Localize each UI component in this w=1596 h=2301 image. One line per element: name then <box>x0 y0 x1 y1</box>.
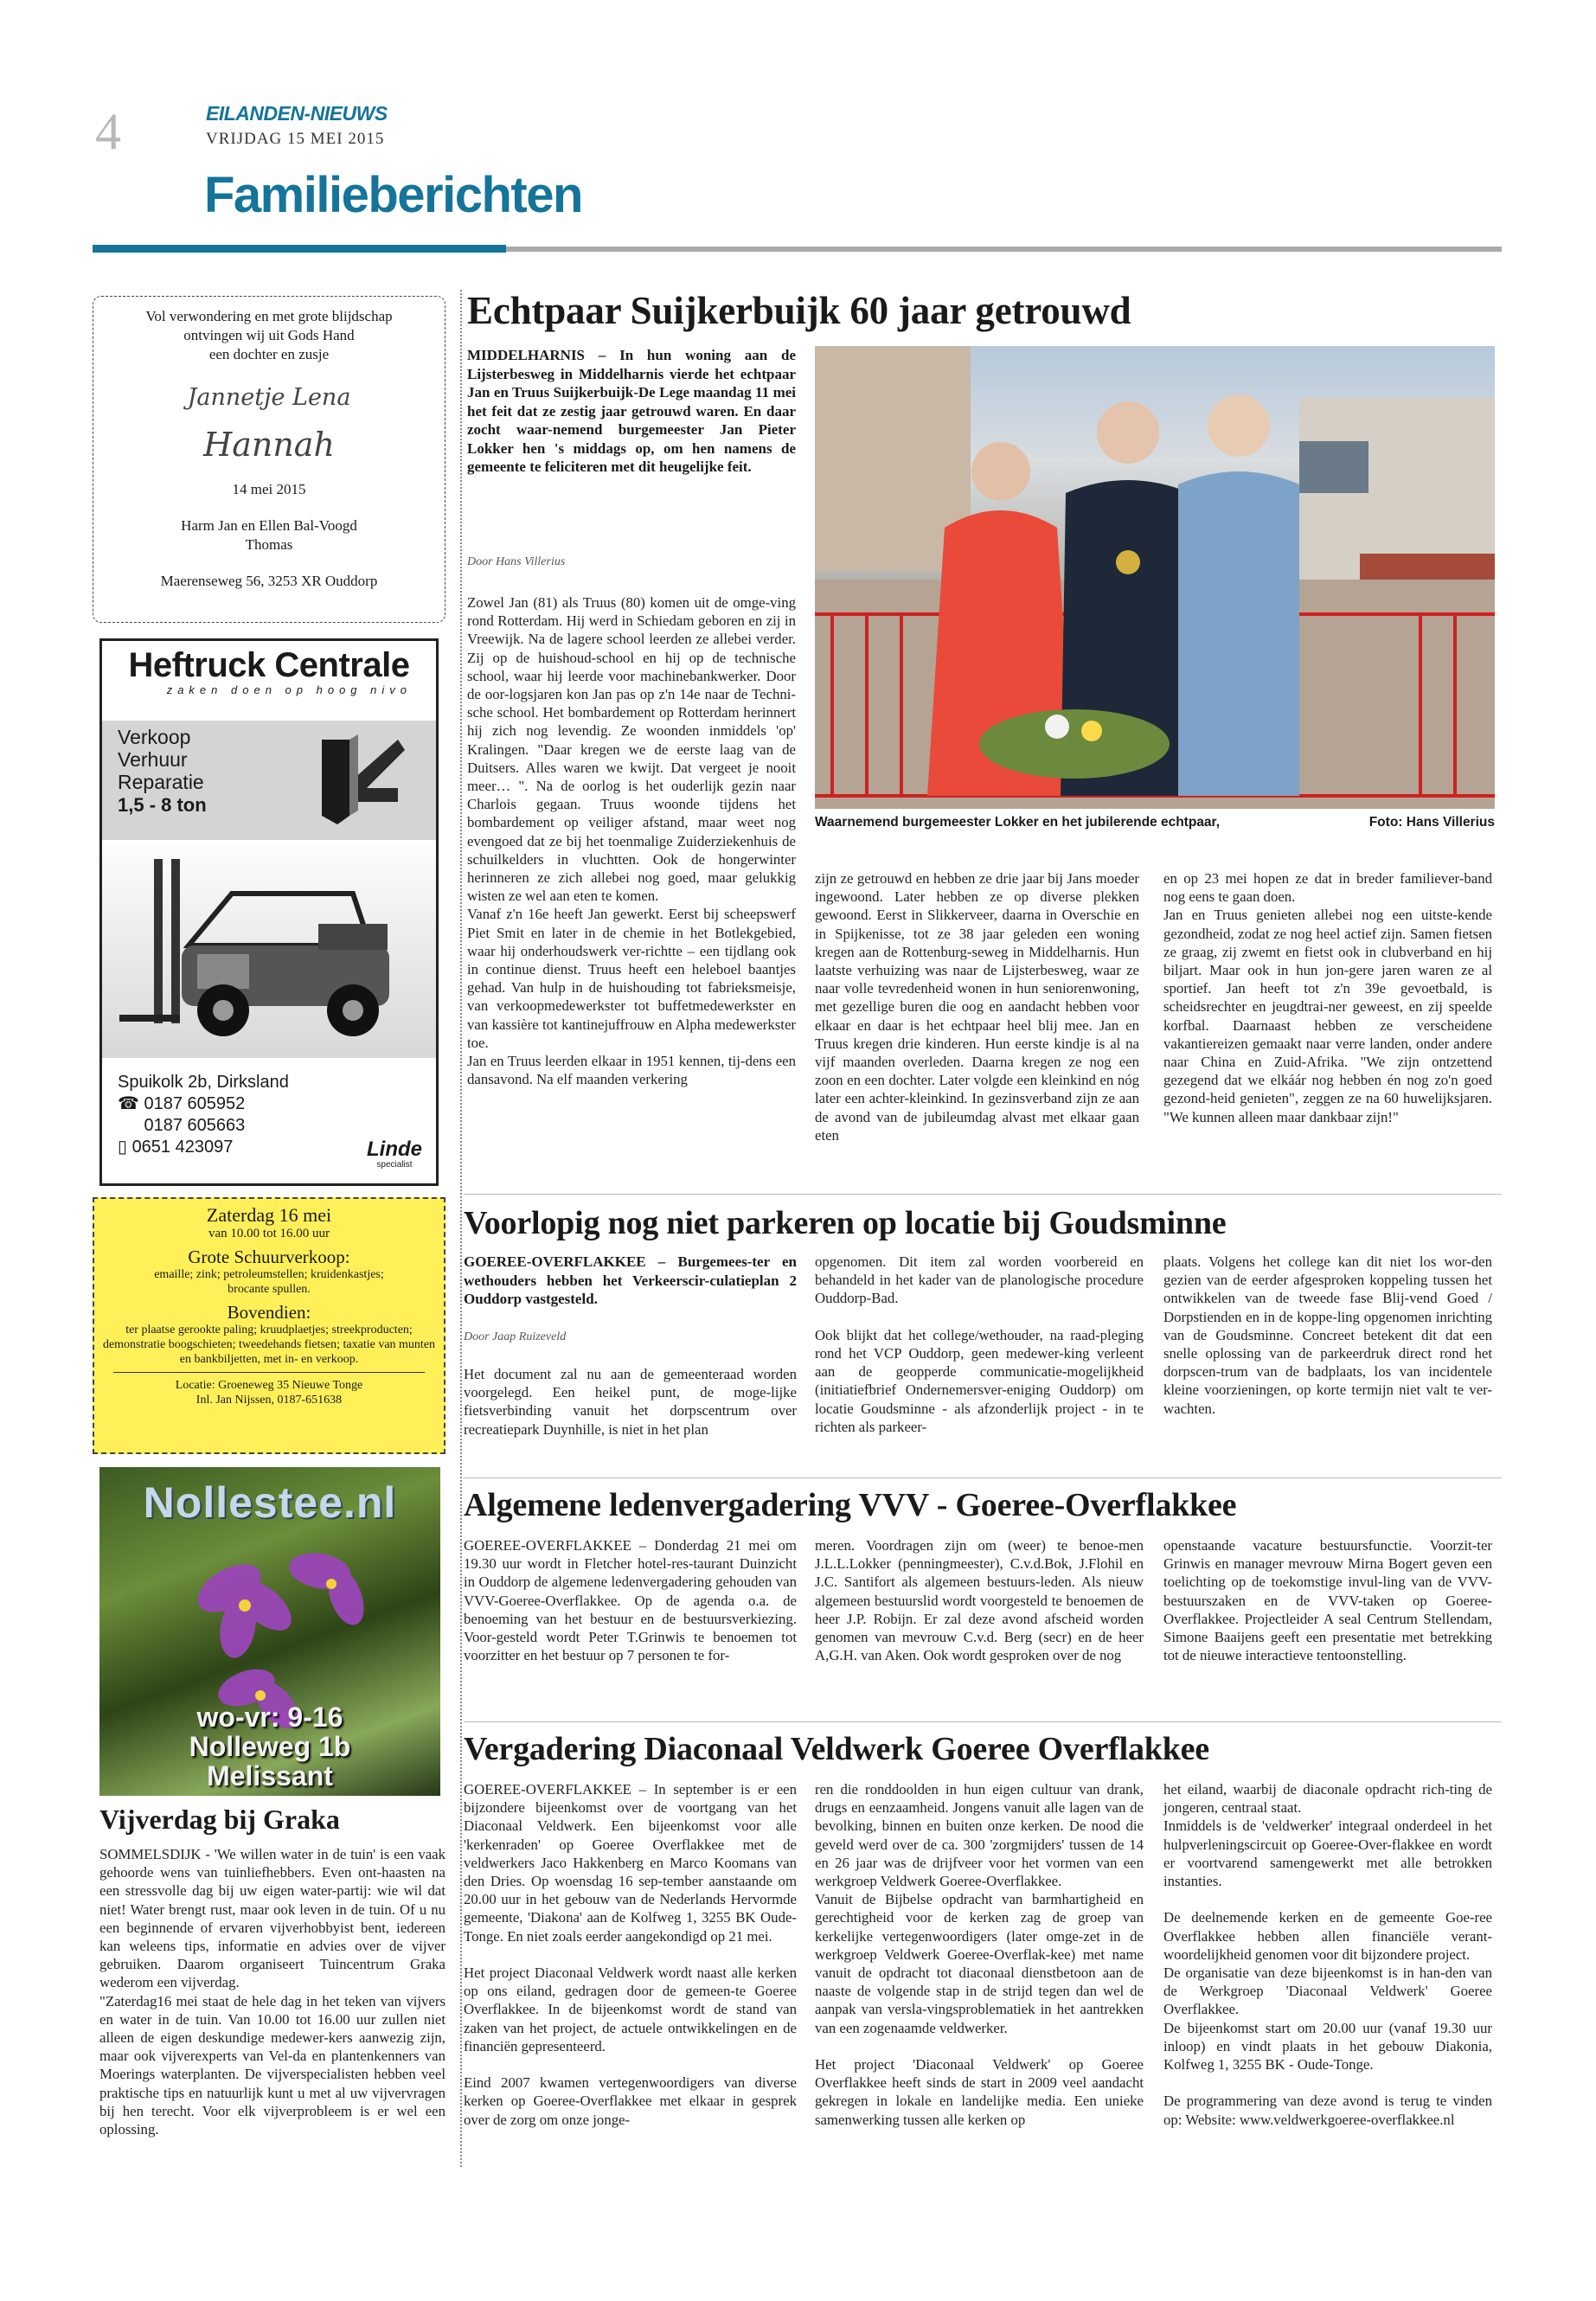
couple-photo <box>815 346 1495 809</box>
ad-schuur-items: emaille; zink; petroleumstellen; kruidenkastjes; brocante spullen. <box>154 1268 384 1296</box>
article-diaconaal-col1: GOEREE-OVERFLAKKEE – In september is er een bijzondere bijeenkomst over de voortgang van het Diaconaal Veldwerk. Een bijeenkomst voor alle 'kerkenraden' op Goeree Overflakkee met de veldwerkers Jaco Hakkenberg en Marco Koomans van den Dries. Op woensdag 16 sep-tember aanstaande om 20.00 uur in het gebouw van de Nederlands Hervormde gemeente, 'Diakona' aan de Kolfweg 1, 3255 BK Oude-Tonge. En niet zoals eerder aangekondigd op 21 mei. Het project Diaconaal Veldwerk wordt naast alle kerken op ons eiland, gedragen door de gemeen-te Goeree Overflakkee. In de bijeenkomst wordt de stand van zaken van het project, de actuele ontwikkelingen en de financiën gepresenteerd. Eind 2007 kwamen vertegenwoordigers van diverse kerken op Goeree-Overflakkee met elkaar in gesprek over de zorg om onze jonge- <box>464 1781 797 2128</box>
ad-schuur-extra-title: Bovendien: <box>227 1302 311 1323</box>
birth-intro: Vol verwondering en met grote blijdschap ontvingen wij uit Gods Hand een dochter en zusje <box>145 308 393 362</box>
article-parkeren-byline: Door Jaap Ruizeveld <box>464 1330 567 1343</box>
ad-heftruck-title: Heftruck Centrale <box>128 646 410 684</box>
article-vvv-title: Algemene ledenvergadering VVV - Goeree-Overflakkee <box>464 1487 1237 1523</box>
article-vvv-col1: GOEREE-OVERFLAKKEE – Donderdag 21 mei om 19.30 uur wordt in Fletcher hotel-res-taurant Duinzicht in Ouddorp de algemene ledenvergadering gehouden van VVV-Goeree-Overflakkee. Op de agenda o.a. de benoeming van het bestuur en de bestuursverkiezing. Voor-gesteld wordt Peter T.Grinwis te benoemen tot voorzitter en het bestuur op 7 personen te for- <box>464 1537 797 1664</box>
article-parkeren-title: Voorlopig nog niet parkeren op locatie bij Goudsminne <box>464 1205 1227 1241</box>
mobile-phone-icon: ▯ <box>118 1138 132 1157</box>
ad-heftruck-centrale[interactable] <box>99 638 439 1186</box>
masthead-logo: EILANDEN-NIEUWS <box>206 102 388 125</box>
ad-heftruck-contact: Spuikolk 2b, Dirksland ☎ 0187 605952 0187 605663 ▯ 0651 423097 <box>118 1073 289 1157</box>
ad-heftruck-capacity: 1,5 - 8 ton <box>118 794 207 816</box>
article-parkeren-col3: plaats. Volgens het college kan dit niet los wor-den gezien van de eerder afgesproken koppeling tussen het ontwikkelen van de tweede fase Blij-vend Goed / Dorpstienden en in de koppe-ling opgenomen inrichting van de Goudsminne. Concreet betekent dit dat een snelle oplossing van de parkeerdruk direct rond het dorpscen-trum van de badplaats, los van incidentele kleine voorzieningen, op korte termijn niet valt te ver-wachten. <box>1163 1253 1492 1417</box>
ad-nollestee-details: wo-vr: 9-16 Nolleweg 1b Melissant <box>189 1702 351 1791</box>
ad-heftruck-address: Spuikolk 2b, Dirksland <box>118 1073 289 1092</box>
divider <box>113 1372 425 1373</box>
birth-date: 14 mei 2015 <box>232 481 306 497</box>
article-parkeren-lead: GOEREE-OVERFLAKKEE – Burgemees-ter en wethouders hebben het Verkeerscir-culatieplan 2 Ouddorp vastgesteld. <box>464 1253 797 1307</box>
ad-heftruck-services: Verkoop Verhuur Reparatie 1,5 - 8 ton <box>102 721 436 840</box>
article-main-caption: Waarnemend burgemeester Lokker en het jubilerende echtpaar, Foto: Hans Villerius <box>815 815 1495 830</box>
article-main-byline: Door Hans Villerius <box>467 555 566 568</box>
heftruck-logo-icon <box>315 731 410 833</box>
article-vvv-col2: meren. Voordragen zijn om (weer) te benoe-men J.L.L.Lokker (penningmeester), C.v.d.Bok, J.Flohil en J.C. Santifort als algemeen bestuurs-leden. Als nieuw algemeen bestuurslid wordt voorgesteld te benoemen de heer J.P. Robijn. Er zal deze avond afscheid worden genomen van mevrouw C.v.d. Berg (secr) en de heer A,G.H. van Aken. Ook wordt gesproken over de nog <box>815 1537 1144 1664</box>
article-vvv-col3: openstaande vacature bestuursfunctie. Voorzit-ter Grinwis en manager mevrouw Mirna Bogert geven een toelichting op de toekomstige invul-ling van de VVV-bestuurszaken en de VVV-taken op Goeree-Overflakkee. Projectleider A seal Centrum Stellendam, Simone Baaijens geeft een presentatie met betrekking tot de nieuwe interactieve tentoonstelling. <box>1163 1537 1492 1664</box>
article-parkeren-col2: opgenomen. Dit item zal worden voorbereid en behandeld in het kader van de planologische procedure Ouddorp-Bad. Ook blijkt dat het college/wethouder, na raad-pleging rond het VCP Ouddorp, geen medewer-king verleent aan de geopperde communicatie-mogelijkheid (initiatiefbrief Ondernemersver-eniging Ouddorp) om locatie Goudsminne - als afzonderlijk project - in te richten als parkeer- <box>815 1253 1144 1435</box>
ad-schuur-time: van 10.00 tot 16.00 uur <box>208 1227 330 1240</box>
article-diaconaal-col2: ren die ronddoolden in hun eigen cultuur van drank, drugs en eenzaamheid. Jongens vanuit alle lagen van de bevolking, binnen en buiten onze kerken. De nood die geveld werd over de ca. 300 'zorgmijders' tussen de 14 en 26 jaar was de drijfveer voor het vormen van een werkgroep Veldwerk Goeree-Overflakkee. Vanuit de Bijbelse opdracht van barmhartigheid en gerechtigheid voor de kerken zag de groep van kerkelijke vertegenwoordigers (later omge-zet in de werkgroep Veldwerk Goeree-Overflak-kee) met name vanuit de opdracht tot diaconaal dienstbetoon aan de naaste de volgende stap in de strijd tegen dan wel de aanpak van versla-vingsproblematiek in het aantrekken van een zogenaamde veldwerker. Het project 'Diaconaal Veldwerk' op Goeree Overflakkee heeft sinds de start in 2009 veel aandacht gekregen in lokale en landelijke media. Een unieke samenwerking tussen alle kerken op <box>815 1781 1144 2128</box>
article-divider <box>464 1721 1502 1722</box>
issue-date: VRIJDAG 15 MEI 2015 <box>206 130 385 148</box>
forklift-image <box>102 842 436 1058</box>
column-divider <box>460 290 462 2167</box>
ad-schuur-extra: ter plaatse gerookte paling; kruudplaetjes; streekproducten; demonstratie boogschieten; tweedehands fietsen; taxatie van munten en bankbiljetten, met in- en verkoop. <box>102 1324 436 1366</box>
ad-schuurverkoop[interactable] <box>93 1197 445 1454</box>
ad-heftruck-tagline: zaken doen op hoog nivo <box>166 683 412 696</box>
article-main-col2: zijn ze getrouwd en hebben ze drie jaar bij Jans moeder ingewoond. Later hebben ze op diverse plekken gewoond. Eerst in Slikkerveer, daarna in Overschie en in Spijkenisse, tot ze 38 jaar geleden een woning kregen aan de Rottenburg-seweg in Middelharnis. Hun laatste verhuizing was naar de Lijsterbesweg, waar ze naar volle tevredenheid wonen in hun seniorenwoning, met gezellige buren die oog en aandacht hebben voor elkaar en daar is het echtpaar heel blij mee. Jan en Truus kregen drie kinderen. Hun eerste kindje is al na vijf maanden overleden. Daarna kregen ze nog een zoon en een dochter. Later volgde een kleinkind en nóg later een achter-kleinkind. In gezinsverband zijn ze aan de avond van de jubileumdag alvast met elkaar gaan eten <box>815 870 1139 1144</box>
article-diaconaal-col3: het eiland, waarbij de diaconale opdracht rich-ting de jongeren, centraal staat. Inmiddels is de 'veldwerker' integraal onderdeel in het hulpverleningscircuit op Goeree-Over-flakkee en wordt er voortvarend samengewerkt met alle betrokken instanties. De deelnemende kerken en de gemeente Goe-ree Overflakkee hebben allen financiële verant-woordelijkheid genomen voor dit bijzondere project. De organisatie van deze bijeenkomst is in han-den van de Werkgroep 'Diaconaal Veldwerk' Goeree Overflakkee. De bijeenkomst start om 20.00 uur (vanaf 19.30 uur inloop) en vindt plaats in het gebouw Diakonia, Kolfweg 1, 3255 BK - Oude-Tonge. De programmering van deze avond is terug te vinden op: Website: www.veldwerkgoeree-overflakkee.nl <box>1163 1781 1492 2128</box>
header-rule-accent <box>93 245 506 253</box>
birth-name-first: Jannetje Lena <box>187 384 351 411</box>
article-graka-body: SOMMELSDIJK - 'We willen water in de tuin' is een vaak gehoorde wens van tuinliefhebbers. Even ont-haasten na een stressvolle dag bij uw eigen water-partij: wie wil dat niet! Water brengt rust, maar ook leven in de tuin. Of u nu een beginnende of ervaren vijverhobbyist bent, iedereen kan weleens tips, informatie en advies over de vijver gebruiken. Daarom organiseert Tuincentrum Graka wederom een vijverdag. "Zaterdag16 mei staat de hele dag in het teken van vijvers en water in de tuin. Van 10.00 tot 16.00 uur zullen niet alleen de eigen deskundige medewer-kers aanwezig zijn, maar ook vijverexperts van Vel-da en plantenkenners van Moerings waterplanten. De vijverspecialisten hebben veel praktische tips en natuurlijk kunt u met al uw vijvervragen bij hen terecht. Voor elk vijverprobleem is er wel een oplossing. <box>99 1846 445 2138</box>
article-main-col3: en op 23 mei hopen ze dat in breder familiever-band nog eens te gaan doen. Jan en Truus genieten allebei nog een uitste-kende gezondheid, zodat ze nog heel actief zijn. Samen fietsen ze graag, zij zwemt en fietst ook in clubverband en hij biljart. Maar ook in hun jon-gere jaren waren ze al sportief. Jan heeft tot z'n 39e gevoetbald, is scheidsrechter en jeugdtrai-ner geweest, en zij speelde korfbal. Daarnaast hebben ze verscheidene vakantiereizen gemaakt naar verre landen, onder andere naar China en Zuid-Afrika. "We zijn ontzettend gezegend dat we elkáár nog hebben én nog zo'n goed gezond-heid genieten", zeggen ze na 60 huwelijksjaren. "We kunnen alleen maar dankbaar zijn!" <box>1163 870 1492 1125</box>
linde-logo: Linde specialist <box>367 1138 422 1170</box>
forklift-illustration <box>102 842 436 1058</box>
article-main-col1: Zowel Jan (81) als Truus (80) komen uit de omge-ving rond Rotterdam. Hij werd in Schiedam geboren en zij in Vreewijk. Na de lagere school leerden ze allebei verder. Zij op de huishoud-school en hij op de technische school, waar hij leerde voor machinebankwerker. Door de oor-logsjaren kon Jan pas op z'n 14e naar de Techni-sche school. Het bombardement op Rotterdam herinnert hij zich nog levendig. Ze woonden inmiddels 'op' Kralingen. "Daar kregen we de eerste laag van de Duitsers. Alles waren we kwijt. Dat vergeet je nooit meer… ". Na de oorlog is het ouderlijk gezin naar Charlois gegaan. Truus woonde tijdens het bombardement op veiliger afstand, maar weet nog evengoed dat ze bij het toenmalige Zuiderziekenhuis de schuilkelders in vluchtten. Ook de hongerwinter herinneren ze zich allebei nog goed, maar gelukkig wisten ze wel aan eten te komen. Vanaf z'n 16e heeft Jan gewerkt. Eerst bij scheepswerf Piet Smit en later in de chemie in het Botlekgebied, waar hij onderhoudswerk ver-richtte – een tijdlang ook in continue dienst. Truus heeft een heleboel baantjes gehad. Van hulp in de huishouding tot fabrieksmeisje, van verkoopmedewerkster tot buffetmedewerkster en van kassière tot kantinejuffrouw en Alpha medewerkster toe. Jan en Truus leerden elkaar in 1951 kennen, tij-dens een dansavond. Na elf maanden verkering <box>467 594 796 1088</box>
ad-schuur-date: Zaterdag 16 mei <box>206 1204 332 1226</box>
article-parkeren-col1: Het document zal nu aan de gemeenteraad worden voorgelegd. Een heikel punt, de moge-lijke fietsverbinding vanuit het dorpscentrum over recreatiepark Duynhille, is niet in het plan <box>464 1366 797 1438</box>
ad-nollestee-site: Nollestee.nl <box>143 1478 397 1527</box>
header-rule <box>506 247 1502 252</box>
article-divider <box>464 1194 1502 1195</box>
birth-parents: Harm Jan en Ellen Bal-Voogd Thomas <box>181 517 357 553</box>
photo-credit: Foto: Hans Villerius <box>1368 815 1495 830</box>
article-diaconaal-title: Vergadering Diaconaal Veldwerk Goeree Overflakkee <box>464 1731 1209 1767</box>
birth-announcement <box>93 296 445 623</box>
section-title: Familieberichten <box>204 167 582 223</box>
article-main-photo <box>815 346 1495 809</box>
ad-schuur-title: Grote Schuurverkoop: <box>188 1247 350 1267</box>
page-number: 4 <box>95 103 121 160</box>
birth-address: Maerenseweg 56, 3253 XR Ouddorp <box>160 573 378 589</box>
article-divider <box>464 1477 1502 1478</box>
ad-schuur-info: Inl. Jan Nijssen, 0187-651638 <box>195 1394 343 1407</box>
article-main-lead: MIDDELHARNIS – In hun woning aan de Lijsterbesweg in Middelharnis vierde het echtpaar Jan en Truus Suijkerbuijk-De Lege maandag 11 mei het feit dat ze zestig jaar getrouwd waren. En daar zocht waar-nemend burgemeester Jan Pieter Lokker hen 's middags op, om hen namens de gemeente te feliciteren met dit heugelijke feit. <box>467 347 796 475</box>
birth-name-main: Hannah <box>203 426 335 464</box>
phone-icon: ☎ <box>118 1094 144 1113</box>
article-main-title: Echtpaar Suijkerbuijk 60 jaar getrouwd <box>467 289 1131 332</box>
ad-schuur-location: Locatie: Groeneweg 35 Nieuwe Tonge <box>175 1379 363 1392</box>
article-graka-title: Vijverdag bij Graka <box>99 1804 340 1835</box>
ad-nollestee[interactable] <box>99 1467 440 1796</box>
